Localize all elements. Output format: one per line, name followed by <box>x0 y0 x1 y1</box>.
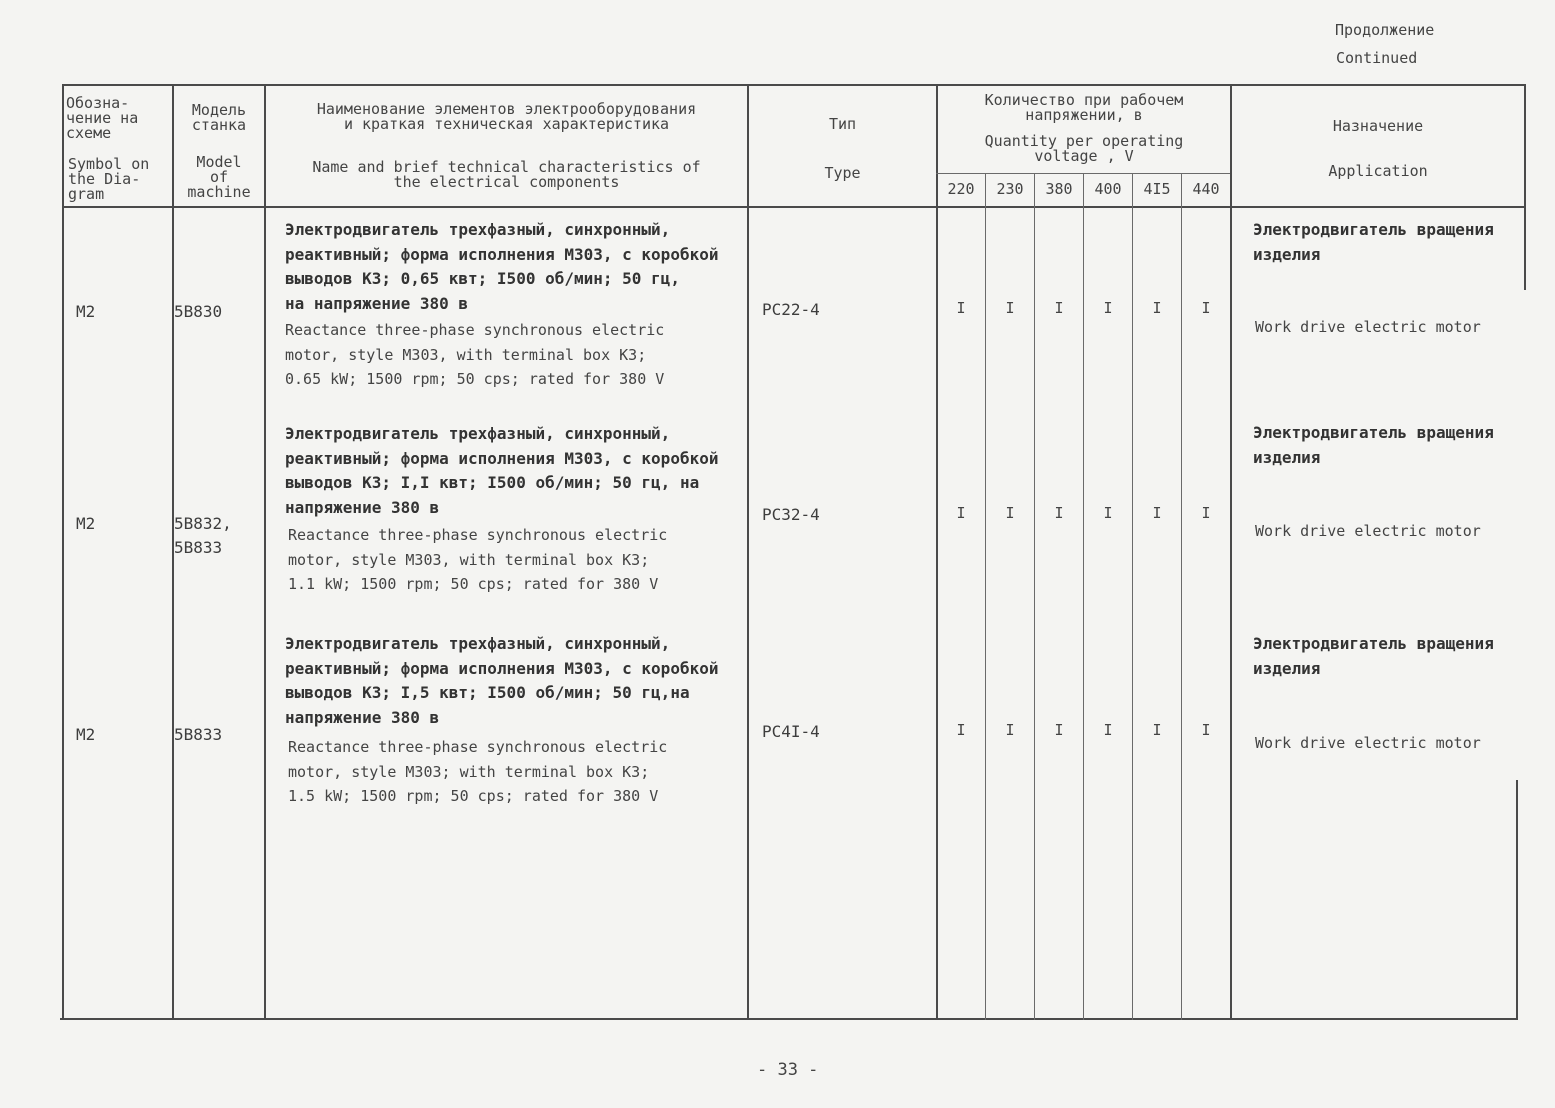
row1-qty-440: I <box>1201 299 1211 317</box>
row2-qty-400: I <box>1103 504 1113 522</box>
continued-ru: Продолжение <box>1335 21 1435 39</box>
row1-qty-400: I <box>1103 299 1113 317</box>
row2-desc-ru: Электродвигатель трехфазный, синхронный, реактивный; форма исполнения М303, с коробкой выводов К3; I,I квт; I500 об/мин; 50 гц, на напряжение 380 в <box>285 424 719 517</box>
header-model-en: Model of machine <box>187 153 251 201</box>
row1-qty-380: I <box>1054 299 1064 317</box>
header-qty-ru: Количество при рабочем напряжении, в <box>984 91 1184 124</box>
row1-symbol: M2 <box>76 302 96 321</box>
voltage-440: 440 <box>1192 180 1220 198</box>
voltage-380: 380 <box>1045 180 1073 198</box>
row3-qty-415: I <box>1152 721 1162 739</box>
row1-qty-415: I <box>1152 299 1162 317</box>
row1-desc-en: Reactance three-phase synchronous electric motor, style M303, with terminal box K3; 0.65 kW; 1500 rpm; 50 cps; rated for 380 V <box>285 321 665 388</box>
row2-app-ru: Электродвигатель вращения изделия <box>1253 423 1494 467</box>
row3-type: PC4I-4 <box>762 722 820 741</box>
voltage-415: 4I5 <box>1143 180 1171 198</box>
header-model-ru: Модель станка <box>191 101 247 134</box>
col-line-name <box>264 84 266 1020</box>
header-name-ru: Наименование элементов электрооборудования и краткая техническая характеристика <box>316 100 697 133</box>
row2-model: 5B832, 5B833 <box>174 514 232 557</box>
header-symbol-ru: Обозна- чение на схеме <box>66 94 139 142</box>
row3-desc-ru: Электродвигатель трехфазный, синхронный, реактивный; форма исполнения М303, с коробкой выводов К3; I,5 квт; I500 об/мин; 50 гц,на напряжение 380 в <box>285 634 719 727</box>
row3-qty-400: I <box>1103 721 1113 739</box>
row2-app-en: Work drive electric motor <box>1255 522 1481 540</box>
header-qty-en: Quantity per operating voltage , V <box>984 132 1184 165</box>
row2-qty-440: I <box>1201 504 1211 522</box>
col-line-app <box>1230 84 1232 1020</box>
table-bottom-border <box>60 1018 1518 1020</box>
row2-qty-415: I <box>1152 504 1162 522</box>
row2-type: PC32-4 <box>762 505 820 524</box>
header-type-ru: Тип <box>828 115 857 133</box>
table-right-border-lower <box>1516 780 1518 1020</box>
row1-qty-230: I <box>1005 299 1015 317</box>
header-name-en: Name and brief technical characteristics of the electrical components <box>312 158 701 191</box>
header-separator <box>62 206 1526 208</box>
table-left-border <box>62 84 64 1020</box>
row3-app-ru: Электродвигатель вращения изделия <box>1253 634 1494 678</box>
col-line-type <box>747 84 749 1020</box>
header-app-en: Application <box>1328 162 1428 180</box>
table-right-border <box>1524 84 1526 290</box>
row1-qty-220: I <box>956 299 966 317</box>
header-app-ru: Назначение <box>1332 117 1424 135</box>
row1-model: 5B830 <box>174 302 223 321</box>
row3-qty-220: I <box>956 721 966 739</box>
continued-en: Continued <box>1336 49 1418 67</box>
row1-app-ru: Электродвигатель вращения изделия <box>1253 220 1494 264</box>
row2-qty-380: I <box>1054 504 1064 522</box>
row1-type: PC22-4 <box>762 300 820 319</box>
row3-qty-230: I <box>1005 721 1015 739</box>
table-top-border <box>62 84 1526 86</box>
row3-desc-en: Reactance three-phase synchronous electric motor, style M303; with terminal box K3; 1.5 kW; 1500 rpm; 50 cps; rated for 380 V <box>288 738 668 805</box>
page-number: - 33 - <box>757 1060 819 1080</box>
row3-qty-440: I <box>1201 721 1211 739</box>
row2-symbol: M2 <box>76 514 96 533</box>
header-type-en: Type <box>824 164 861 182</box>
row3-qty-380: I <box>1054 721 1064 739</box>
voltage-400: 400 <box>1094 180 1122 198</box>
row2-desc-en: Reactance three-phase synchronous electric motor, style M303, with terminal box K3; 1.1 kW; 1500 rpm; 50 cps; rated for 380 V <box>288 526 668 593</box>
row2-qty-230: I <box>1005 504 1015 522</box>
header-symbol-en: Symbol on the Dia- gram <box>68 155 150 203</box>
col-line-qty <box>936 84 938 1020</box>
row1-app-en: Work drive electric motor <box>1255 318 1481 336</box>
voltage-230: 230 <box>996 180 1024 198</box>
row2-qty-220: I <box>956 504 966 522</box>
row3-symbol: M2 <box>76 725 96 744</box>
voltage-220: 220 <box>947 180 975 198</box>
row1-desc-ru: Электродвигатель трехфазный, синхронный, реактивный; форма исполнения М303, с коробкой выводов К3; 0,65 квт; I500 об/мин; 50 гц, на напряжение 380 в <box>285 220 719 313</box>
row3-model: 5B833 <box>174 725 223 744</box>
row3-app-en: Work drive electric motor <box>1255 734 1481 752</box>
